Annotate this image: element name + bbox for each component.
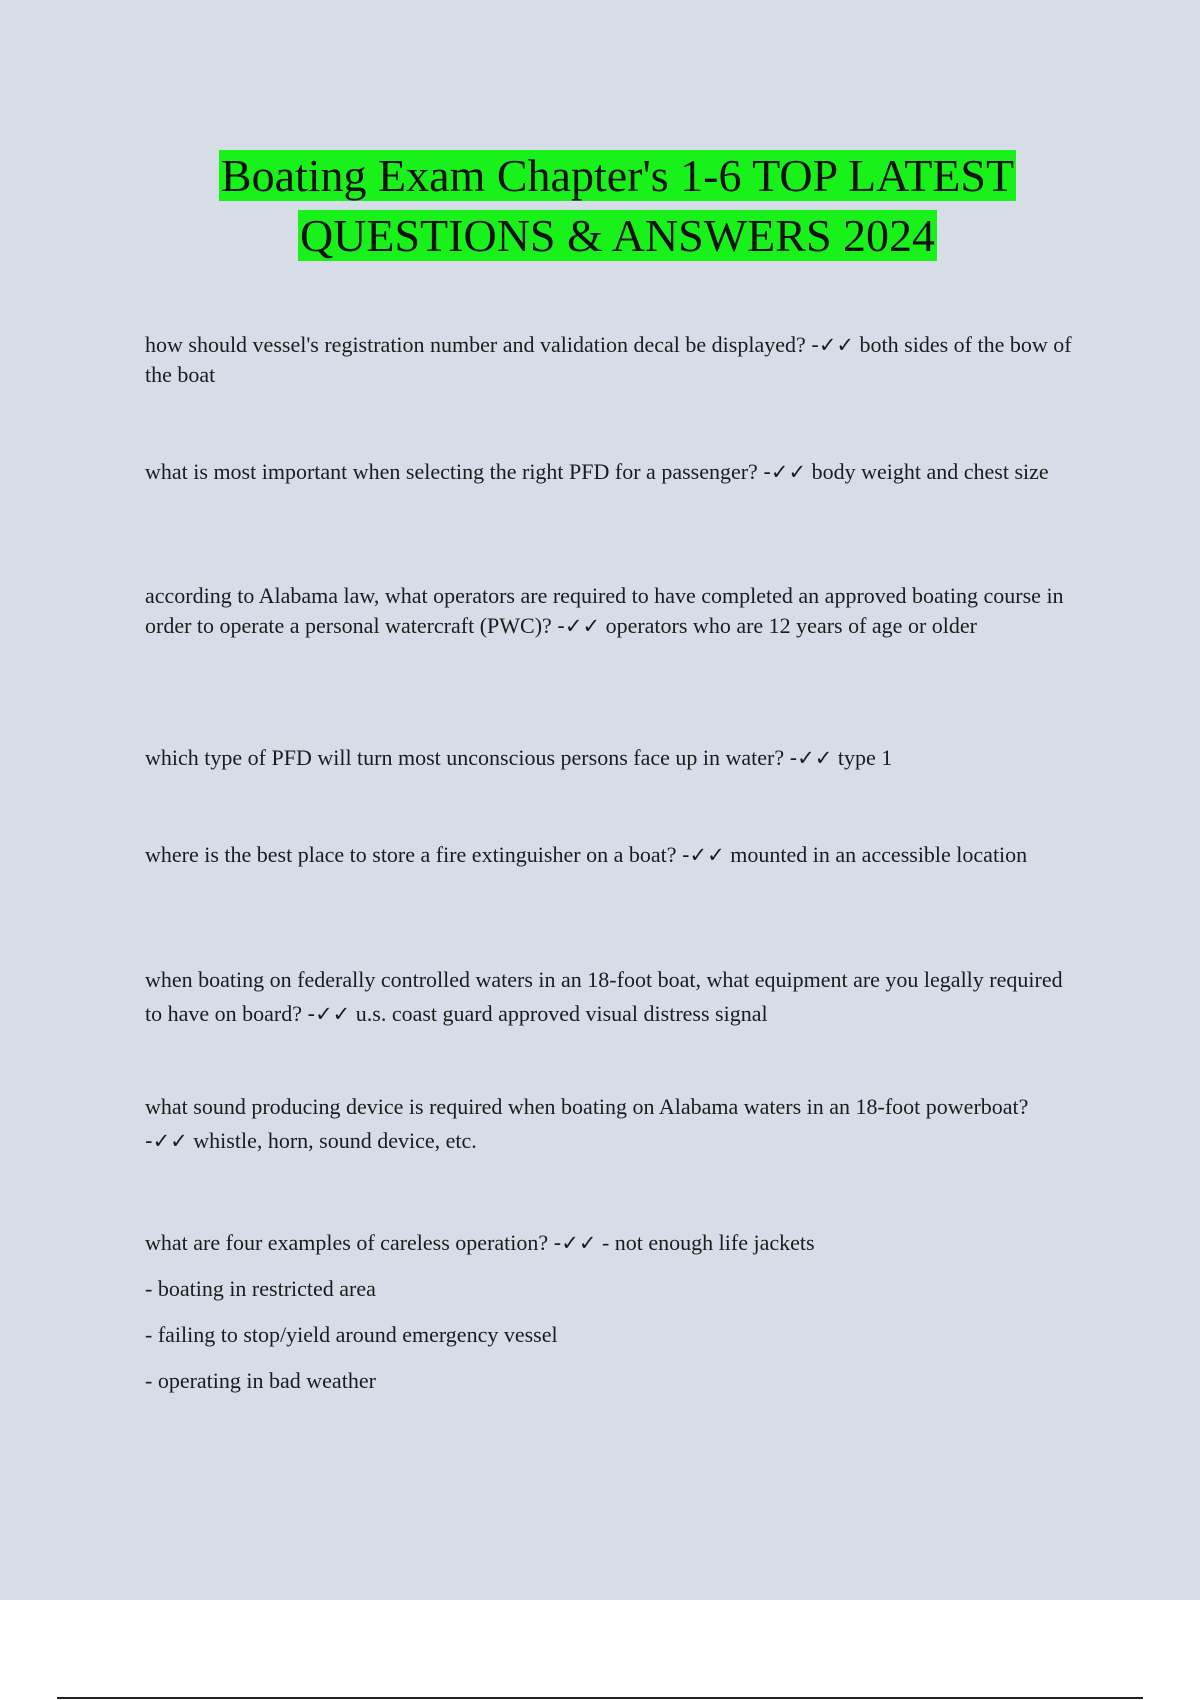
check-icon: -✓✓ <box>557 614 601 638</box>
qa-item <box>145 581 1075 641</box>
qa-item <box>145 1220 1075 1404</box>
question-text: when boating on federally controlled waters in an 18-foot boat, what equipment are you legally required to have on board? <box>145 967 1063 1026</box>
qa-item <box>145 743 1075 773</box>
answer-text: body weight and chest size <box>811 459 1049 484</box>
qa-first-line <box>145 1220 1075 1266</box>
question-text: where is the best place to store a fire extinguisher on a boat? <box>145 842 677 867</box>
title-line-1: Boating Exam Chapter's 1-6 TOP LATEST <box>220 150 1015 201</box>
answer-list-item: - operating in bad weather <box>145 1368 376 1393</box>
check-icon: -✓✓ <box>145 1129 188 1153</box>
question-text: what sound producing device is required when boating on Alabama waters in an 18-foot powerboat? <box>145 1094 1029 1119</box>
answer-text: type 1 <box>837 745 893 770</box>
qa-item <box>145 963 1075 1031</box>
answer-text: mounted in an accessible location <box>730 842 1028 867</box>
answer-text: - not enough life jackets <box>601 1230 815 1255</box>
qa-item <box>145 840 1075 870</box>
document-title <box>0 146 1200 266</box>
qa-item <box>145 330 1075 390</box>
answer-text: both sides of the bow of the boat <box>145 332 1072 387</box>
answer-text: u.s. coast guard approved visual distress signal <box>355 1001 768 1026</box>
check-icon: -✓✓ <box>811 333 855 357</box>
question-text: what are four examples of careless operation? <box>145 1230 549 1255</box>
question-text: according to Alabama law, what operators are required to have completed an approved boating course in order to operate a personal watercraft (PWC)? <box>145 583 1064 638</box>
footer-divider <box>57 1697 1143 1699</box>
answer-text: operators who are 12 years of age or older <box>605 613 977 638</box>
check-icon: -✓✓ <box>789 746 833 770</box>
question-text: how should vessel's registration number and validation decal be displayed? <box>145 332 806 357</box>
answer-list-item: - failing to stop/yield around emergency vessel <box>145 1322 558 1347</box>
qa-item <box>145 1090 1075 1158</box>
check-icon: -✓✓ <box>681 843 725 867</box>
check-icon: -✓✓ <box>763 460 807 484</box>
answer-list-item: - boating in restricted area <box>145 1276 376 1301</box>
qa-item <box>145 457 1075 487</box>
question-text: what is most important when selecting the right PFD for a passenger? <box>145 459 758 484</box>
check-icon: -✓✓ <box>307 1002 351 1026</box>
title-line-2: QUESTIONS & ANSWERS 2024 <box>299 210 936 261</box>
check-icon: -✓✓ <box>553 1231 597 1255</box>
question-text: which type of PFD will turn most unconscious persons face up in water? <box>145 745 785 770</box>
answer-text: whistle, horn, sound device, etc. <box>193 1128 477 1153</box>
